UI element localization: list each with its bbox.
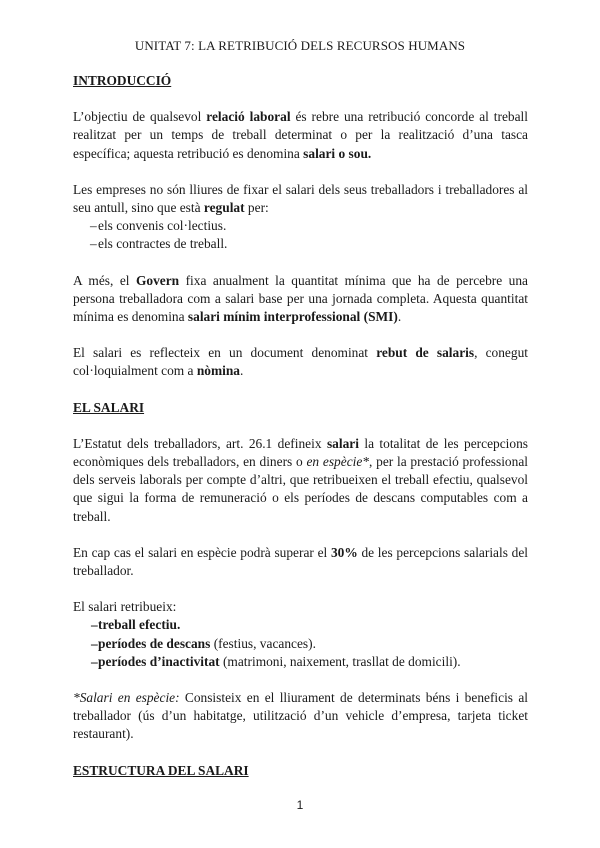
salari-footnote: *Salari en espècie: Consisteix en el lliurament de determinats béns i beneficis al treballador (ús d’un habitatge, utilització d’un vehicle d’empresa, tarjeta ticket restaurant).	[73, 690, 528, 742]
heading-el-salari: EL SALARI	[73, 399, 145, 415]
list-item: – els convenis col·lectius.	[73, 217, 528, 235]
list-item: – els contractes de treball.	[73, 235, 528, 253]
heading-estructura-salari: ESTRUCTURA DEL SALARI	[73, 762, 249, 778]
intro-paragraph-3: A més, el Govern fixa anualment la quantitat mínima que ha de percebre una persona treballadora com a salari base per una jornada completa. Aquesta quantitat mínima es denomina salari mínim interprofessional (SMI).	[73, 272, 528, 325]
salari-paragraph-3: El salari retribueix:	[73, 599, 177, 615]
regulation-list	[73, 217, 528, 253]
salari-paragraph-1: L’Estatut dels treballadors, art. 26.1 defineix salari la totalitat de les percepcions econòmiques dels treballadors, en diners o en espècie*, per la prestació professional dels serveis laborals per compte d’altri, que retribueixen el treball efectiu, qualsevol que sigui la forma de remuneració o els períodes de descans computables com a treball.	[73, 435, 528, 524]
heading-introduccio: INTRODUCCIÓ	[73, 73, 172, 88]
list-item: – treball efectiu.	[73, 616, 528, 634]
page-header: UNITAT 7: LA RETRIBUCIÓ DELS RECURSOS HUMANS	[134, 38, 466, 53]
document-body	[73, 72, 528, 780]
list-item: – períodes de descans (festius, vacances).	[73, 635, 528, 653]
intro-paragraph-1: L’objectiu de qualsevol relació laboral és rebre una retribució concorde al treball realitzat per un temps de treball determinat o per la realització d’una tasca específica; aquesta retribució es denomina salari o sou.	[73, 109, 528, 161]
intro-paragraph-2: Les empreses no són lliures de fixar el salari dels seus treballadors i treballadores al seu antull, sino que està regulat per:	[73, 181, 528, 216]
intro-paragraph-4: El salari es reflecteix en un document denominat rebut de salaris, conegut col·loquialment com a nòmina.	[73, 345, 528, 379]
salari-paragraph-2: En cap cas el salari en espècie podrà superar el 30% de les percepcions salarials del treballador.	[73, 544, 528, 579]
list-item: – períodes d’inactivitat (matrimoni, naixement, trasllat de domicili).	[73, 653, 528, 671]
retribution-list	[73, 616, 528, 671]
page-number: 1	[296, 798, 304, 812]
